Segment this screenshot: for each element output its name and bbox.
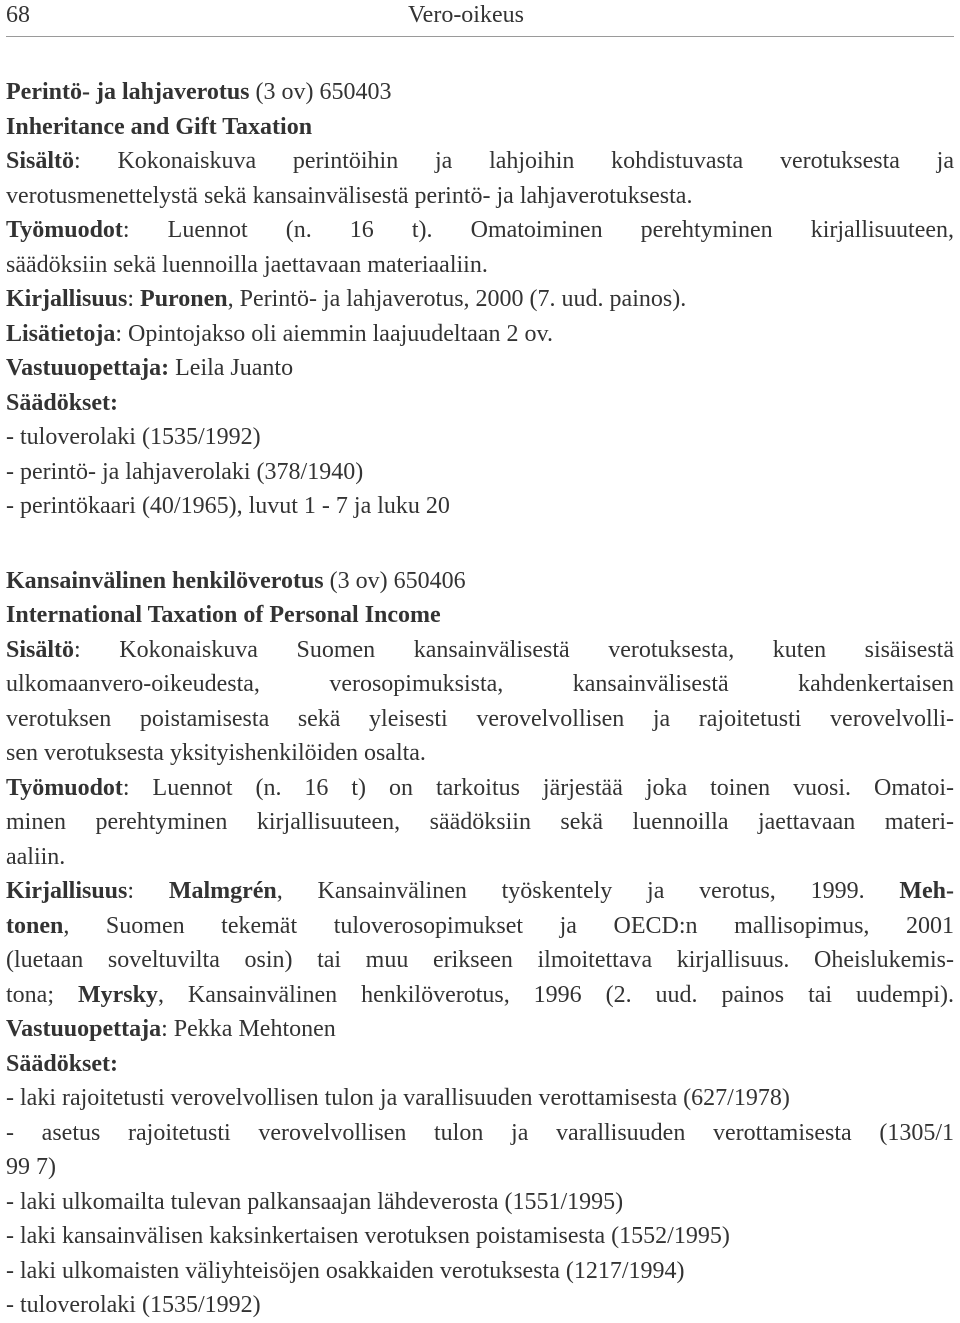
content-line: sen verotuksesta yksityishenkilöiden osalta. [6, 740, 426, 766]
literature-line: Kirjallisuus: Malmgrén, Kansainvälinen työskentely ja verotus, 1999. Meh- [6, 878, 955, 904]
course-title-line [6, 75, 954, 110]
statute-item: - tuloverolaki (1535/1992) [6, 424, 261, 450]
literature-author: Myrsky [77, 981, 158, 1008]
literature-author: Meh- [899, 878, 955, 904]
course-international-personal-taxation [6, 564, 954, 1323]
statute-item: - perintökaari (40/1965), luvut 1 - 7 ja luku 20 [6, 493, 450, 519]
statute-item: - asetus rajoitetusti verovelvollisen tulon ja varallisuuden verottamisesta (1305/1 [6, 1119, 954, 1146]
statutes-label: Säädökset: [6, 389, 119, 416]
statutes-label: Säädökset: [6, 1050, 119, 1077]
methods-line: säädöksiin sekä luennoilla jaettavaan materiaaliin. [6, 251, 488, 278]
teacher-label: Vastuuopettaja: [6, 355, 170, 381]
literature-line: Kirjallisuus: Puronen, Perintö- ja lahjaverotus, 2000 (7. uud. painos). [6, 286, 687, 312]
content-line: verotusmenettelystä sekä kansainvälisestä perintö- ja lahjaverotuksesta. [6, 182, 693, 209]
statute-item: - laki ulkomaisten väliyhteisöjen osakkaiden verotuksesta (1217/1994) [6, 1257, 685, 1284]
statute-item: 99 7) [6, 1154, 56, 1180]
teacher-line: Vastuuopettaja: Pekka Mehtonen [6, 1016, 336, 1042]
literature-line: tonen, Suomen tekemät tuloverosopimukset ja OECD:n mallisopimus, 2001 [6, 912, 954, 939]
methods-line: Työmuodot: Luennot (n. 16 t). Omatoiminen perehtyminen kirjallisuuteen, [6, 217, 954, 243]
course-credits: (3 ov) 650406 [329, 567, 466, 594]
teacher-label: Vastuuopettaja [6, 1016, 162, 1042]
statute-item: - laki rajoitetusti verovelvollisen tulon ja varallisuuden verottamisesta (627/1978) [6, 1085, 790, 1111]
document-page [6, 0, 954, 1323]
statute-item: - laki kansainvälisen kaksinkertaisen verotuksen poistamisesta (1552/1995) [6, 1223, 730, 1249]
content-line: ulkomaanvero-oikeudesta, verosopimuksista, kansainvälisestä kahdenkertaisen [6, 671, 954, 697]
content-label: Sisältö [6, 148, 75, 174]
literature-line: (luetaan soveltuvilta osin) tai muu erikseen ilmoitettava kirjallisuus. Oheislukemis- [6, 947, 954, 973]
methods-line: aaliin. [6, 843, 66, 870]
content-line: verotuksen poistamisesta sekä yleisesti verovelvollisen ja rajoitetusti verovelvolli- [6, 705, 954, 732]
literature-line: tona; Myrsky, Kansainvälinen henkilöverotus, 1996 (2. uud. painos tai uudempi). [6, 981, 954, 1008]
course-english-name: Inheritance and Gift Taxation [6, 113, 313, 140]
content-label: Sisältö [6, 636, 75, 663]
course-name: Perintö- ja lahjaverotus [6, 79, 250, 105]
running-title: Vero-oikeus [408, 2, 524, 28]
methods-label: Työmuodot [6, 774, 123, 801]
course-title-line [6, 564, 954, 599]
literature-author: tonen [6, 912, 64, 939]
course-name: Kansainvälinen henkilöverotus [6, 567, 324, 594]
literature-author: Puronen [140, 286, 228, 312]
course-credits: (3 ov) 650403 [255, 79, 392, 105]
info-line: Lisätietoja: Opintojakso oli aiemmin laajuudeltaan 2 ov. [6, 320, 553, 347]
content-line: Sisältö: Kokonaiskuva Suomen kansainvälisestä verotuksesta, kuten sisäisestä [6, 636, 954, 663]
methods-line: minen perehtyminen kirjallisuuteen, säädöksiin sekä luennoilla jaettavaan materi- [6, 809, 954, 835]
literature-author: Malmgrén [168, 878, 277, 904]
page-number: 68 [6, 2, 30, 28]
literature-label: Kirjallisuus [6, 286, 128, 312]
literature-label: Kirjallisuus [6, 878, 128, 904]
content-line: Sisältö: Kokonaiskuva perintöihin ja lahjoihin kohdistuvasta verotuksesta ja [6, 148, 954, 174]
statute-item: - laki ulkomailta tulevan palkansaajan lähdeverosta (1551/1995) [6, 1188, 624, 1215]
course-inheritance-gift-taxation [6, 75, 954, 524]
course-english-name: International Taxation of Personal Income [6, 602, 441, 628]
statute-item: - tuloverolaki (1535/1992) [6, 1292, 261, 1318]
methods-line: Työmuodot: Luennot (n. 16 t) on tarkoitus järjestää joka toinen vuosi. Omatoi- [6, 774, 954, 801]
info-label: Lisätietoja [6, 320, 116, 347]
teacher-line: Vastuuopettaja: Leila Juanto [6, 355, 294, 381]
methods-label: Työmuodot [6, 217, 123, 243]
statute-item: - perintö- ja lahjaverolaki (378/1940) [6, 458, 364, 485]
page-header [6, 0, 954, 37]
